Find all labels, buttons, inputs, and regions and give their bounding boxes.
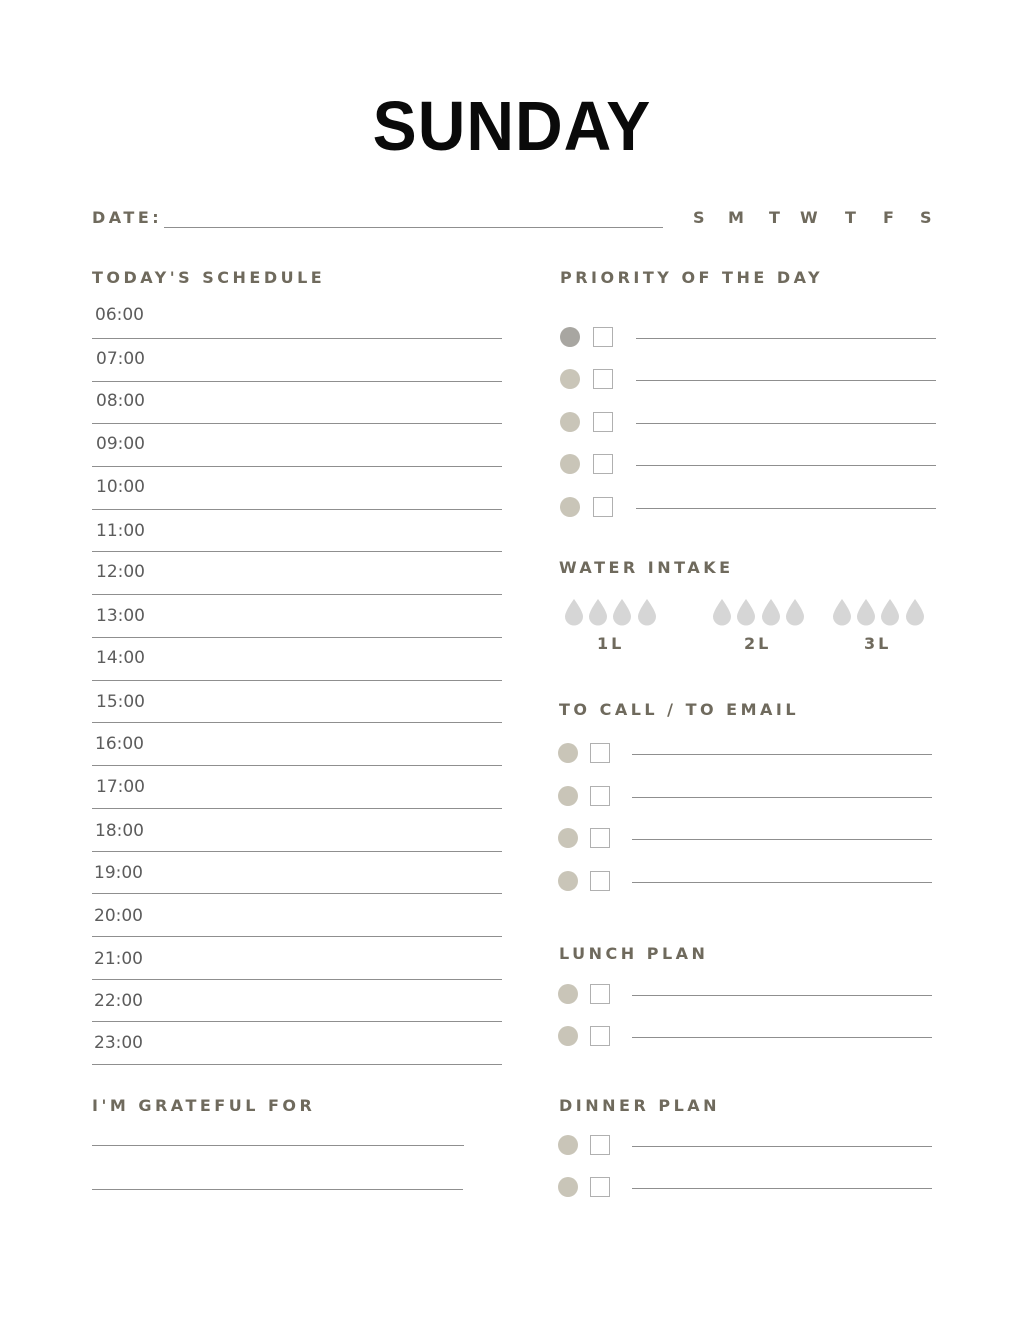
schedule-line[interactable] — [92, 1064, 502, 1065]
dinner-checkbox[interactable] — [590, 1135, 610, 1155]
schedule-line[interactable] — [92, 338, 502, 339]
water-drop-icon[interactable] — [832, 598, 852, 626]
grateful-line[interactable] — [92, 1189, 463, 1190]
weekday-tuesday[interactable]: T — [769, 208, 780, 227]
schedule-line[interactable] — [92, 722, 502, 723]
priority-checkbox[interactable] — [593, 412, 613, 432]
lunch-bullet — [558, 984, 578, 1004]
priority-line[interactable] — [636, 465, 936, 466]
schedule-line[interactable] — [92, 893, 502, 894]
priority-checkbox[interactable] — [593, 369, 613, 389]
weekday-thursday[interactable]: T — [845, 208, 856, 227]
priority-line[interactable] — [636, 508, 936, 509]
schedule-time: 12:00 — [96, 562, 145, 582]
water-drop-icon[interactable] — [612, 598, 632, 626]
weekday-selector — [690, 208, 940, 228]
to-call-line[interactable] — [632, 882, 932, 883]
schedule-time: 17:00 — [96, 777, 145, 797]
schedule-line[interactable] — [92, 594, 502, 595]
schedule-time: 09:00 — [96, 434, 145, 454]
priority-bullet — [560, 327, 580, 347]
schedule-time: 08:00 — [96, 391, 145, 411]
water-group-label: 3L — [864, 634, 892, 653]
lunch-checkbox[interactable] — [590, 1026, 610, 1046]
schedule-time: 18:00 — [95, 821, 144, 841]
to-call-line[interactable] — [632, 797, 932, 798]
schedule-line[interactable] — [92, 979, 502, 980]
to-call-line[interactable] — [632, 839, 932, 840]
schedule-line[interactable] — [92, 808, 502, 809]
lunch-checkbox[interactable] — [590, 984, 610, 1004]
grateful-heading: I'M GRATEFUL FOR — [92, 1096, 316, 1115]
schedule-time: 19:00 — [94, 863, 143, 883]
schedule-time: 10:00 — [96, 477, 145, 497]
priority-bullet — [560, 412, 580, 432]
to-call-checkbox[interactable] — [590, 871, 610, 891]
to-call-bullet — [558, 743, 578, 763]
lunch-bullet — [558, 1026, 578, 1046]
dinner-checkbox[interactable] — [590, 1177, 610, 1197]
priority-checkbox[interactable] — [593, 454, 613, 474]
water-drop-icon[interactable] — [588, 598, 608, 626]
schedule-time: 15:00 — [96, 692, 145, 712]
schedule-line[interactable] — [92, 851, 502, 852]
to-call-line[interactable] — [632, 754, 932, 755]
priority-bullet — [560, 454, 580, 474]
water-drop-icon[interactable] — [712, 598, 732, 626]
water-drop-icon[interactable] — [736, 598, 756, 626]
priority-line[interactable] — [636, 380, 936, 381]
page-title: SUNDAY — [372, 87, 652, 165]
priority-heading: PRIORITY OF THE DAY — [560, 268, 824, 287]
priority-line[interactable] — [636, 423, 936, 424]
to-call-bullet — [558, 871, 578, 891]
schedule-time: 16:00 — [95, 734, 144, 754]
water-group-label: 2L — [744, 634, 772, 653]
schedule-line[interactable] — [92, 637, 502, 638]
lunch-line[interactable] — [632, 1037, 932, 1038]
schedule-line[interactable] — [92, 936, 502, 937]
dinner-line[interactable] — [632, 1188, 932, 1189]
lunch-heading: LUNCH PLAN — [559, 944, 709, 963]
schedule-line[interactable] — [92, 381, 502, 382]
dinner-line[interactable] — [632, 1146, 932, 1147]
weekday-saturday[interactable]: S — [920, 208, 932, 227]
water-heading: WATER INTAKE — [559, 558, 734, 577]
grateful-line[interactable] — [92, 1145, 464, 1146]
schedule-line[interactable] — [92, 466, 502, 467]
priority-checkbox[interactable] — [593, 497, 613, 517]
to-call-checkbox[interactable] — [590, 743, 610, 763]
schedule-time: 21:00 — [94, 949, 143, 969]
priority-bullet — [560, 369, 580, 389]
schedule-time: 06:00 — [95, 305, 144, 325]
priority-bullet — [560, 497, 580, 517]
schedule-time: 23:00 — [94, 1033, 143, 1053]
schedule-line[interactable] — [92, 551, 502, 552]
to-call-checkbox[interactable] — [590, 828, 610, 848]
water-drop-icon[interactable] — [785, 598, 805, 626]
to-call-heading: TO CALL / TO EMAIL — [559, 700, 800, 719]
date-field-line[interactable] — [164, 227, 663, 228]
to-call-bullet — [558, 786, 578, 806]
water-drop-icon[interactable] — [856, 598, 876, 626]
dinner-bullet — [558, 1135, 578, 1155]
water-drop-icon[interactable] — [564, 598, 584, 626]
dinner-bullet — [558, 1177, 578, 1197]
weekday-wednesday[interactable]: W — [800, 208, 818, 227]
schedule-time: 07:00 — [96, 349, 145, 369]
weekday-friday[interactable]: F — [883, 208, 894, 227]
schedule-line[interactable] — [92, 680, 502, 681]
schedule-line[interactable] — [92, 765, 502, 766]
priority-checkbox[interactable] — [593, 327, 613, 347]
dinner-heading: DINNER PLAN — [559, 1096, 721, 1115]
weekday-sunday[interactable]: S — [693, 208, 705, 227]
schedule-heading: TODAY'S SCHEDULE — [92, 268, 326, 287]
schedule-time: 13:00 — [96, 606, 145, 626]
date-label: DATE: — [92, 208, 163, 227]
water-drop-icon[interactable] — [905, 598, 925, 626]
schedule-line[interactable] — [92, 423, 502, 424]
priority-line[interactable] — [636, 338, 936, 339]
water-drop-icon[interactable] — [637, 598, 657, 626]
lunch-line[interactable] — [632, 995, 932, 996]
schedule-time: 14:00 — [96, 648, 145, 668]
to-call-checkbox[interactable] — [590, 786, 610, 806]
schedule-time: 11:00 — [96, 521, 145, 541]
water-drop-icon[interactable] — [761, 598, 781, 626]
schedule-line[interactable] — [92, 1021, 502, 1022]
schedule-time: 20:00 — [94, 906, 143, 926]
to-call-bullet — [558, 828, 578, 848]
weekday-monday[interactable]: M — [728, 208, 744, 227]
schedule-line[interactable] — [92, 509, 502, 510]
water-group-label: 1L — [597, 634, 625, 653]
schedule-time: 22:00 — [94, 991, 143, 1011]
water-drop-icon[interactable] — [880, 598, 900, 626]
